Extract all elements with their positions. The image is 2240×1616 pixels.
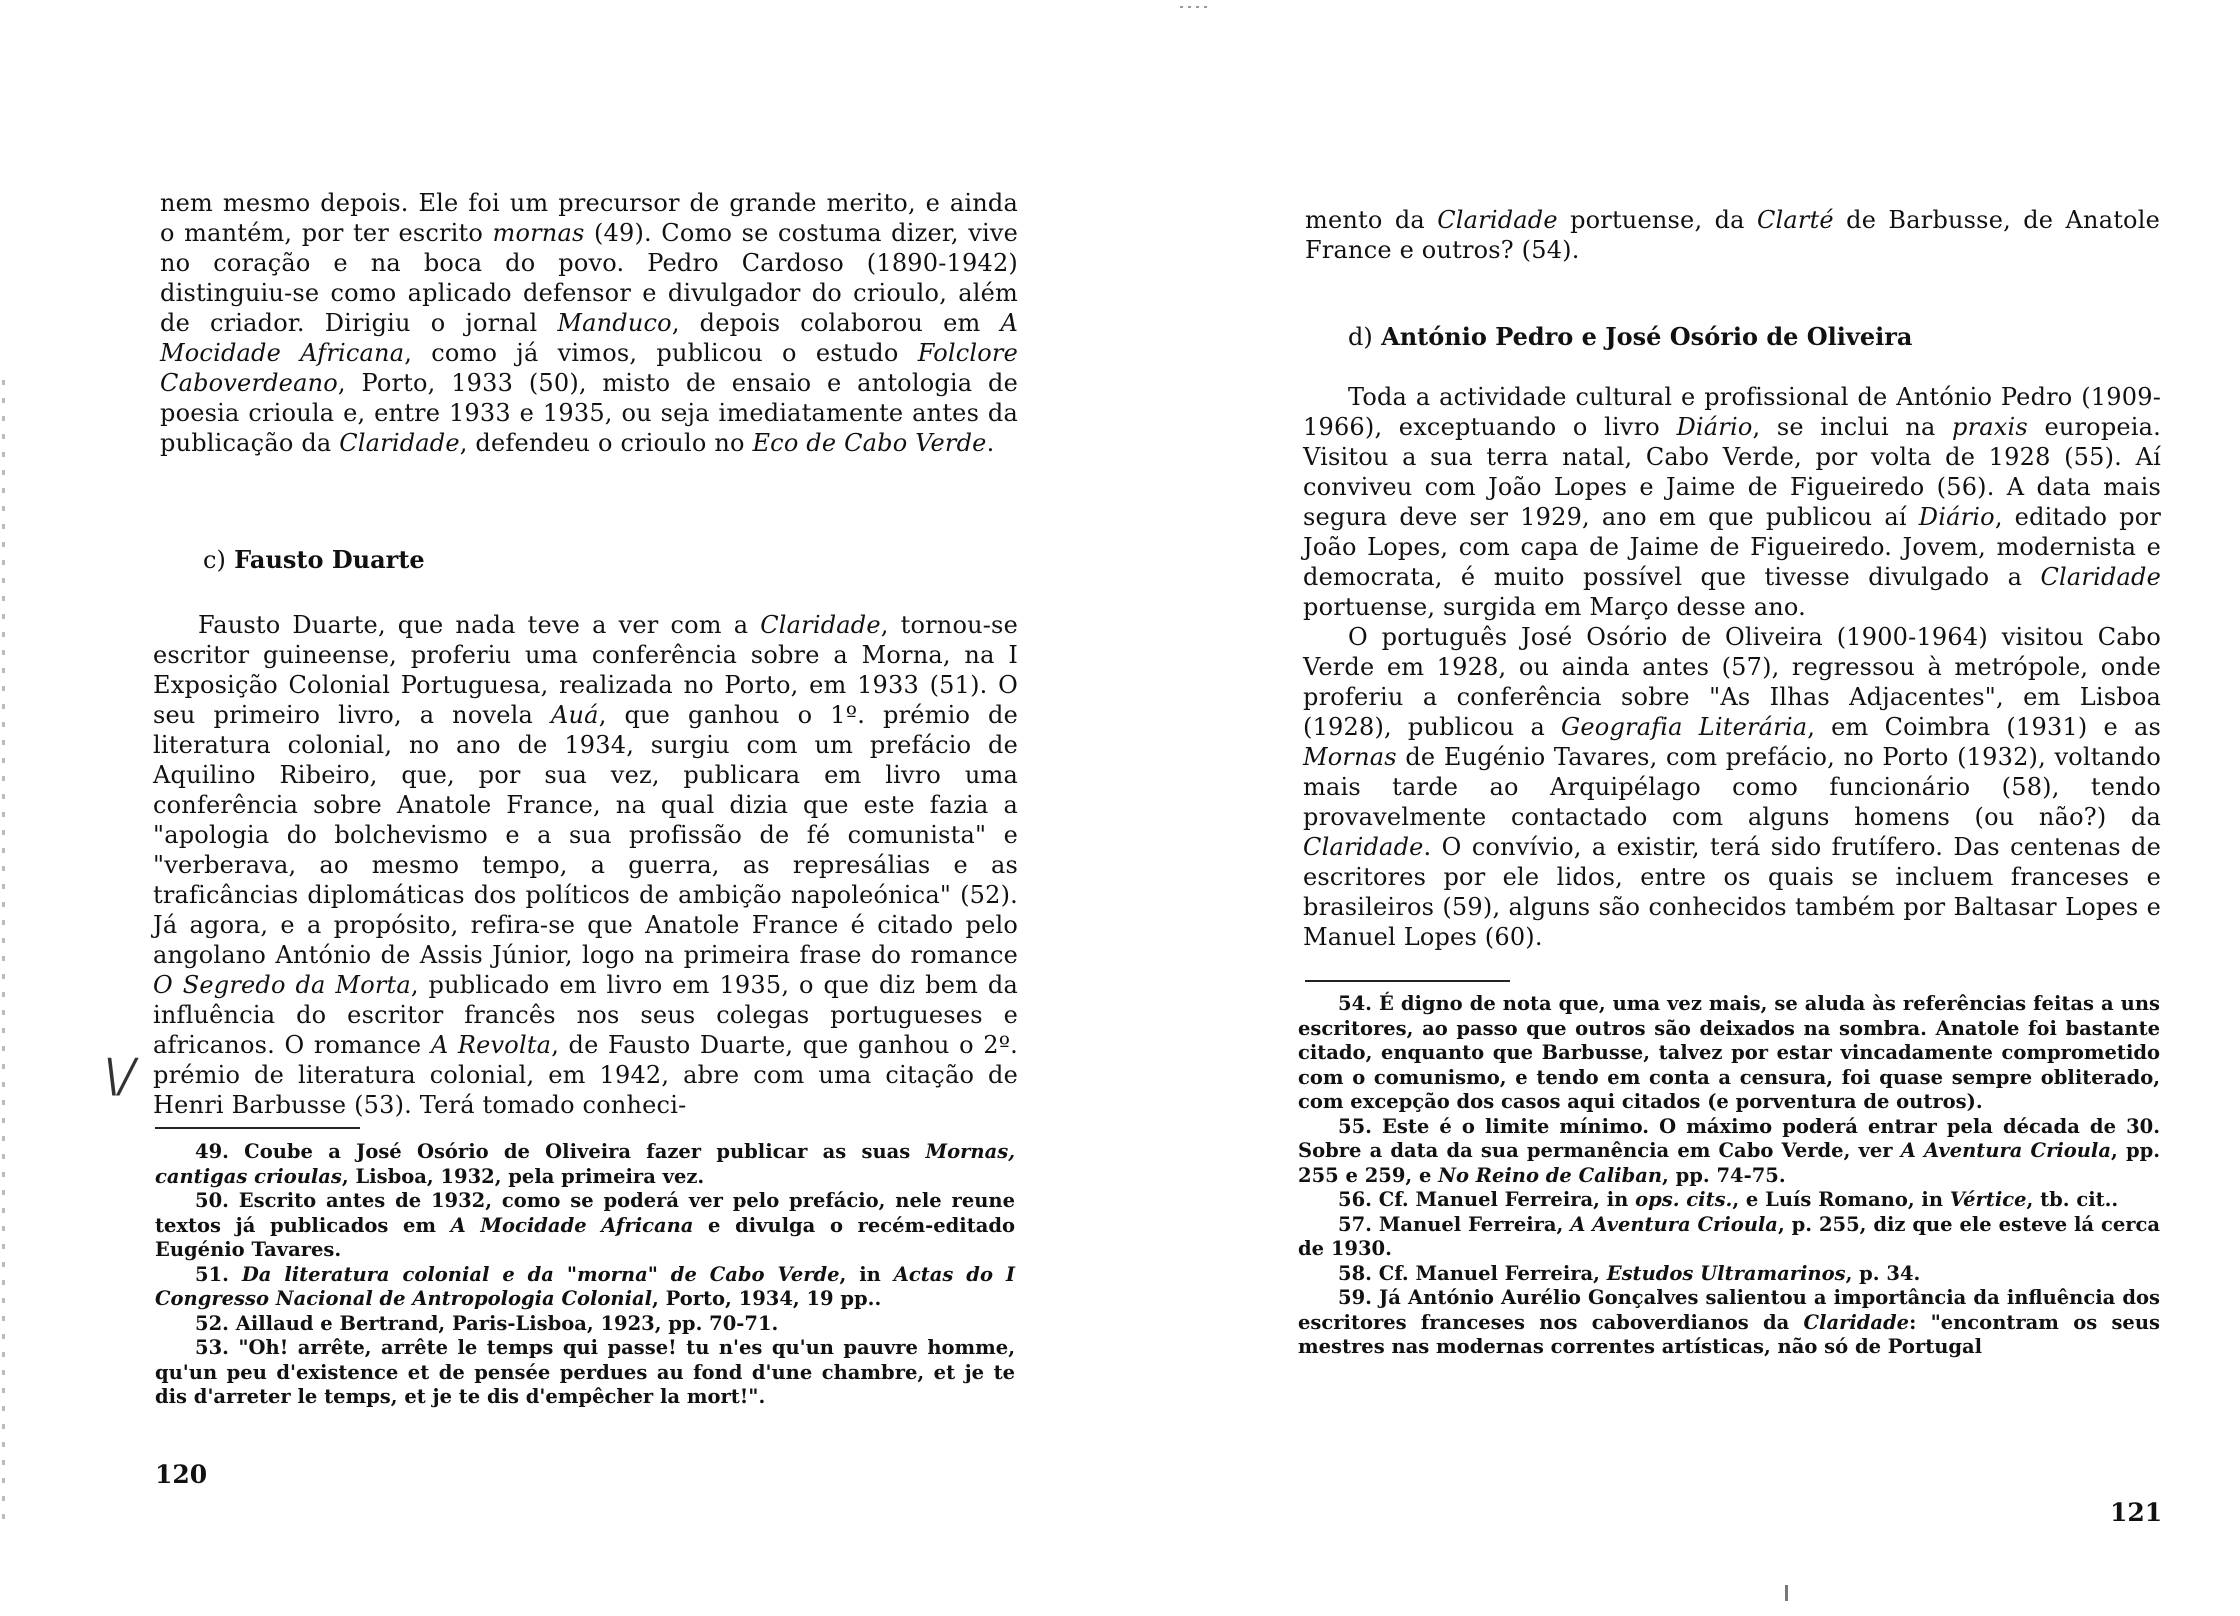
text-run: nem mesmo depois. Ele foi um precursor de grande merito, e ainda o mantém, por ter escrito <box>160 189 1018 247</box>
text-run: Toda a actividade cultural e profissional de António Pedro (1909-1966), exceptuando o livro <box>1303 383 2161 441</box>
text-run-italic: Mornas <box>1303 743 1397 771</box>
left-intro-paragraph <box>160 188 1018 458</box>
text-run-italic: No Reino de Caliban <box>1438 1163 1663 1187</box>
text-run: , depois colaborou em <box>671 309 1001 337</box>
left-section-paragraph <box>153 610 1018 1120</box>
text-run: , tb. cit.. <box>2026 1188 2119 1211</box>
text-run: de Eugénio Tavares, com prefácio, no Porto (1932), voltando mais tarde ao Arquipélago como funcionário (58), tendo provavelmente contactado com alguns homens (ou não?) da <box>1303 743 2161 831</box>
text-run: , se inclui na <box>1752 413 1953 441</box>
text-run: de Barbusse, de Anatole France e outros? (54). <box>1305 206 2160 264</box>
text-run: 56. Cf. Manuel Ferreira, in <box>1338 1188 1636 1211</box>
text-run-italic: A Revolta <box>430 1031 552 1059</box>
text-run: 52. Aillaud e Bertrand, Paris-Lisboa, 1923, pp. 70-71. <box>195 1311 779 1335</box>
text-run-italic: A Aventura Crioula <box>1570 1212 1778 1236</box>
scan-bottom-mark <box>1785 1585 1788 1601</box>
text-run: portuense, da <box>1557 206 1757 234</box>
text-run-italic: Eco de Cabo Verde <box>752 429 987 457</box>
section-title: Fausto Duarte <box>234 545 425 574</box>
footnote-51 <box>155 1263 1015 1312</box>
text-run-italic: Vértice <box>1949 1188 2027 1211</box>
text-run: : "encontram os seus mestres nas modernas correntes artísticas, não só de Portugal <box>1298 1310 2160 1358</box>
text-run-italic: Diário <box>1918 503 1995 531</box>
page-number-right: 121 <box>2110 1498 2163 1527</box>
text-run-italic: Actas do I Congresso Nacional de Antropologia Colonial <box>155 1262 1015 1310</box>
text-run-italic: praxis <box>1952 413 2028 441</box>
text-run-italic: Folclore Caboverdeano <box>160 339 1018 397</box>
footnote-58 <box>1298 1262 2160 1287</box>
text-run-italic: Claridade <box>339 429 460 457</box>
text-run: 58. Cf. Manuel Ferreira, <box>1338 1261 1607 1285</box>
text-run: portuense, surgida em Março desse ano. <box>1303 593 1806 621</box>
footnote-50 <box>155 1189 1015 1263</box>
footnote-57 <box>1298 1213 2160 1262</box>
text-run-italic: Clarté <box>1756 206 1834 234</box>
text-run: , de Fausto Duarte, que ganhou o 2º. prémio de literatura colonial, em 1942, abre com uma citação de Henri Barbusse (53). Terá tomado conheci- <box>153 1031 1019 1119</box>
footnote-rule <box>155 1127 360 1129</box>
text-run: , in <box>839 1262 894 1286</box>
text-run: , defendeu o crioulo no <box>459 429 753 457</box>
text-run: , p. 255, diz que ele esteve lá cerca de 1930. <box>1298 1212 2161 1260</box>
text-run: , Lisboa, 1932, pela primeira vez. <box>341 1164 705 1188</box>
text-run: , como já vimos, publicou o estudo <box>404 339 918 367</box>
text-run-italic: A Mocidade Africana <box>450 1213 694 1237</box>
section-title: António Pedro e José Osório de Oliveira <box>1381 322 1913 351</box>
text-run: , p. 34. <box>1845 1261 1921 1285</box>
footnote-52 <box>155 1312 1015 1337</box>
text-run: 53. "Oh! arrête, arrête le temps qui passe! tu n'es qu'un pauvre homme, qu'un peu d'existence et de pensée perdues au fond d'une chambre, et je te dis d'arreter le temps, et je te dis d'empêcher la mort!". <box>155 1336 1015 1408</box>
text-run-italic: Claridade <box>1303 833 1424 861</box>
text-run-italic: Claridade <box>1437 206 1558 234</box>
text-run: 59. Já António Aurélio Gonçalves salientou a importância da influência dos escritores franceses nos caboverdianos da <box>1298 1286 2160 1334</box>
left-footnotes <box>155 1140 1015 1410</box>
text-run: 50. Escrito antes de 1932, como se poderá ver pelo prefácio, nele reune textos já publicados em <box>155 1189 1015 1237</box>
paragraph-antonio-pedro <box>1303 382 2161 622</box>
text-run-italic: Mornas, cantigas crioulas <box>155 1140 1015 1188</box>
section-letter: c) <box>203 546 226 574</box>
paragraph-jose-osorio <box>1303 622 2161 952</box>
text-run: . <box>986 429 995 457</box>
page-number-left: 120 <box>155 1460 208 1489</box>
text-run: e divulga o recém-editado Eugénio Tavares. <box>155 1213 1015 1261</box>
text-run-italic: mornas <box>492 219 585 247</box>
right-section-paragraphs <box>1303 382 2161 952</box>
text-run: , que ganhou o 1º. prémio de literatura colonial, no ano de 1934, surgiu com um prefácio de Aquilino Ribeiro, que, por sua vez, publicara em livro uma conferência sobre Anatole France, na qual dizia que este fazia a "apologia do bolchevismo e a sua profissão de fé comunista" e "verberava, ao mesmo tempo, a guerra, as represálias e as traficâncias diplomáticas dos políticos de ambição napoleónica" (52). Já agora, e a propósito, refira-se que Anatole France é citado pelo angolano António de Assis Júnior, logo na primeira frase do romance <box>153 701 1018 969</box>
text-run: 54. É digno de nota que, uma vez mais, se aluda às referências feitas a uns escritores, ao passo que outros são deixados na sombra. Anatole foi bastante citado, enquanto que Barbusse, talvez por estar vincadamente comprometido com o comunismo, e tendo em conta a censura, foi quase sempre obliterado, com excepção dos casos aqui citados (e porventura de outros). <box>1298 992 2160 1113</box>
right-intro-paragraph <box>1305 205 2160 265</box>
footnote-55 <box>1298 1115 2160 1189</box>
text-run: europeia. Visitou a sua terra natal, Cabo Verde, por volta de 1928 (55). Aí conviveu com João Lopes e Jaime de Figueiredo (56). A data mais segura deve ser 1929, ano em que publicou aí <box>1303 413 2161 531</box>
section-heading-d <box>1348 322 1912 352</box>
text-run: 49. Coube a José Osório de Oliveira fazer publicar as suas <box>195 1140 926 1163</box>
text-run: mento da <box>1305 206 1438 234</box>
text-run-italic: Da literatura colonial e da "morna" de Cabo Verde <box>241 1262 840 1286</box>
section-heading-c <box>203 545 425 575</box>
text-run: , tornou-se escritor guineense, proferiu uma conferência sobre a Morna, na I Exposição Colonial Portuguesa, realizada no Porto, em 1933 (51). O seu primeiro livro, a novela <box>153 611 1018 729</box>
text-run: , Porto, 1933 (50), misto de ensaio e antologia de poesia crioula e, entre 1933 e 1935, ou seja imediatamente antes da publicação da <box>160 369 1018 457</box>
text-run: O português José Osório de Oliveira (1900-1964) visitou Cabo Verde em 1928, ou ainda antes (57), regressou à metrópole, onde proferiu a conferência sobre "As Ilhas Adjacentes", em Lisboa (1928), publicou a <box>1303 623 2161 741</box>
footnote-56 <box>1298 1188 2160 1213</box>
text-run: , editado por João Lopes, com capa de Jaime de Figueiredo. Jovem, modernista e democrata, é muito possível que tivesse divulgado a <box>1303 503 2162 591</box>
text-run-italic: Auá <box>550 701 599 729</box>
text-run-italic: Manduco <box>557 309 672 337</box>
text-run: (49). Como se costuma dizer, vive no coração e na boca do povo. Pedro Cardoso (1890-1942) distinguiu-se como aplicado defensor e divulgador do crioulo, além de criador. Dirigiu o jornal <box>160 219 1018 337</box>
text-run: Fausto Duarte, que nada teve a ver com a <box>198 611 761 639</box>
text-run: , Porto, 1934, 19 pp.. <box>652 1287 882 1310</box>
text-run-italic: Estudos Ultramarinos <box>1606 1261 1846 1285</box>
text-run-italic: A Mocidade Africana <box>160 309 1018 367</box>
footnote-59 <box>1298 1286 2160 1360</box>
text-run: , em Coimbra (1931) e as <box>1807 713 2162 741</box>
text-run-italic: Geografia Literária <box>1561 713 1808 741</box>
right-footnotes <box>1298 992 2160 1360</box>
text-run: , publicado em livro em 1935, o que diz bem da influência do escritor francês nos seus colegas portugueses e africanos. O romance <box>153 971 1018 1059</box>
footnote-49 <box>155 1140 1015 1189</box>
footnote-53 <box>155 1336 1015 1410</box>
text-run: , pp. 255 e 259, e <box>1298 1139 2161 1187</box>
text-run: , e Luís Romano, in <box>1732 1188 1950 1211</box>
text-run: 57. Manuel Ferreira, <box>1338 1212 1571 1236</box>
text-run-italic: A Aventura Crioula <box>1900 1139 2111 1162</box>
text-run: 55. Este é o limite mínimo. O máximo poderá entrar pela década de 30. Sobre a data da sua permanência em Cabo Verde, ver <box>1298 1114 2160 1162</box>
footnote-rule <box>1305 980 1510 982</box>
right-page <box>1120 0 2240 1616</box>
section-letter: d) <box>1348 323 1373 351</box>
text-run-italic: O Segredo da Morta <box>153 971 411 999</box>
handwritten-margin-mark: \/ <box>104 1048 135 1102</box>
text-run: 51. <box>195 1262 242 1286</box>
text-run: . O convívio, a existir, terá sido frutífero. Das centenas de escritores por ele lidos, entre os quais se incluem franceses e brasileiros (59), alguns são conhecidos também por Baltasar Lopes e Manuel Lopes (60). <box>1303 833 2161 951</box>
text-run-italic: Claridade <box>2040 563 2161 591</box>
text-run-italic: Diário <box>1676 413 1753 441</box>
footnote-54 <box>1298 992 2160 1115</box>
text-run-italic: ops. cits. <box>1635 1188 1733 1211</box>
text-run-italic: Claridade <box>760 611 881 639</box>
text-run: , pp. 74-75. <box>1662 1163 1786 1187</box>
text-run-italic: Claridade <box>1803 1310 1910 1334</box>
